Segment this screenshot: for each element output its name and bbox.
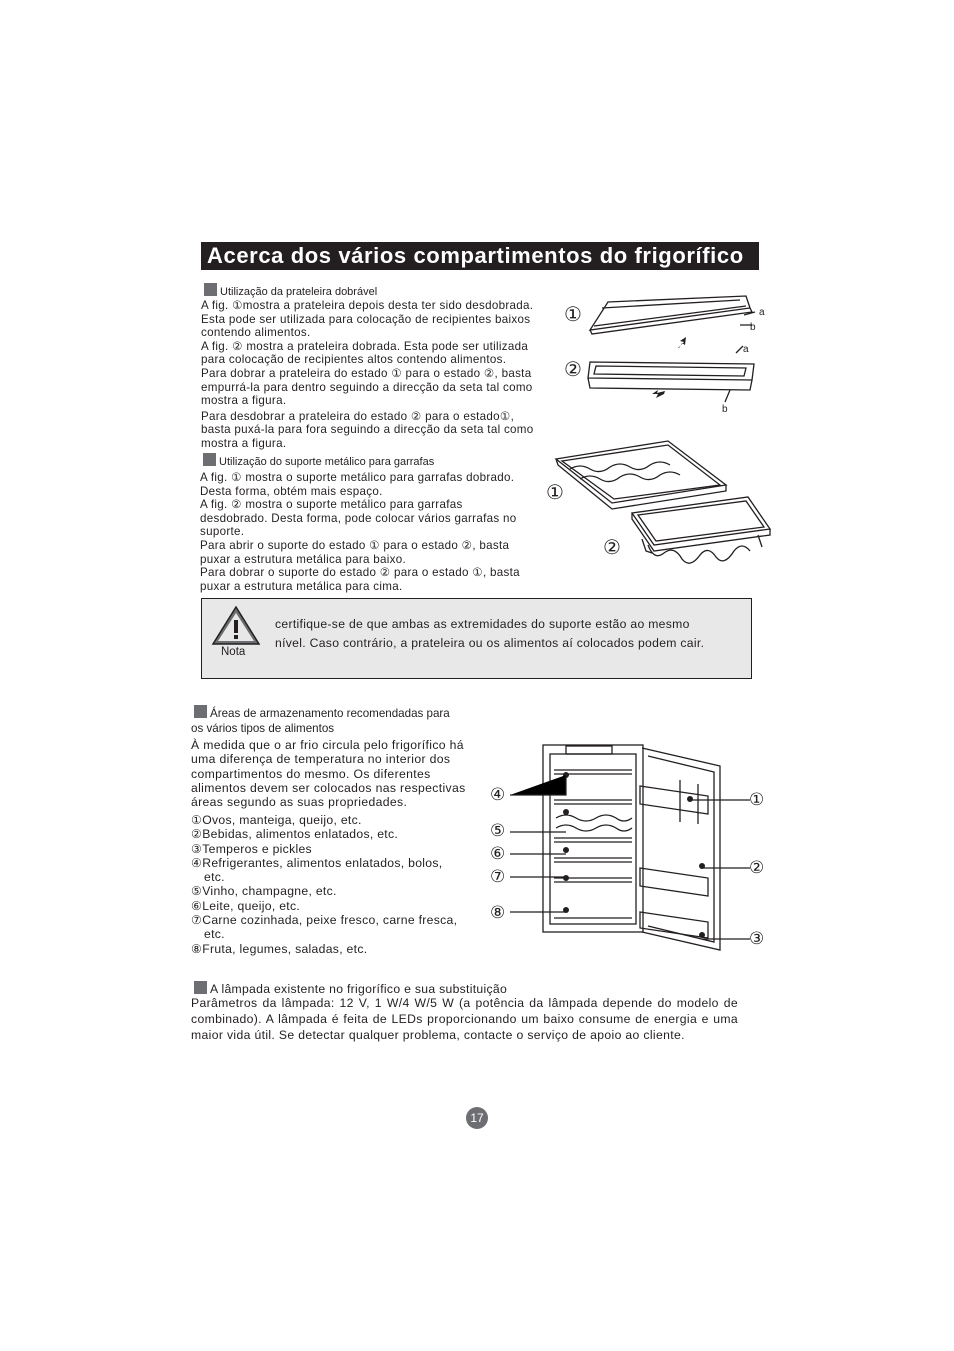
callout-8: ⑧ (490, 903, 506, 923)
storage-heading-text: Áreas de armazenamento recomendadas para (210, 707, 450, 720)
fig-label: b (750, 322, 756, 333)
page-number: 17 (466, 1107, 488, 1129)
text-line: contendo alimentos. (201, 326, 311, 340)
list-item: ⑤Vinho, champagne, etc. (191, 884, 337, 899)
list-item: ④Refrigerantes, alimentos enlatados, bolos, (191, 855, 443, 870)
callout-1: ① (749, 790, 765, 810)
storage-intro (191, 738, 466, 809)
note-line: certifique-se de que ambas as extremidades do suporte estão ao mesmo (275, 617, 690, 631)
lamp-text: Parâmetros da lâmpada: 12 V, 1 W/4 W/5 W (a potência da lâmpada depende do modelo de combinado). A lâmpada é feita de LEDs proporcionando um baixo consume de energia e uma maior vida útil. Se detectar qualquer problema, contacte o serviço de apoio ao cliente. (191, 996, 738, 1042)
callout-6: ⑥ (490, 844, 506, 864)
note-line: nível. Caso contrário, a prateleira ou os alimentos aí colocados podem cair. (275, 636, 705, 650)
page-title: Acerca dos vários compartimentos do frigorífico (207, 243, 744, 268)
text-line: Para desdobrar a prateleira do estado ② para o estado①, (201, 409, 515, 423)
section-heading-shelf (204, 283, 377, 298)
text-line: para colocação de recipientes altos contendo alimentos. (201, 353, 507, 367)
folding-shelf-figure (560, 290, 780, 420)
text-line: A fig. ①mostra a prateleira depois desta ter sido desdobrada. (201, 299, 534, 312)
section-heading-lamp (194, 981, 507, 996)
storage-list (191, 813, 457, 956)
note-text (275, 615, 704, 653)
storage-heading-text: os vários tipos de alimentos (191, 722, 335, 735)
text-line: Esta pode ser utilizada para colocação de recipientes baixos (201, 312, 531, 326)
text-line: suporte. (200, 525, 245, 539)
text-line: À medida que o ar frio circula pelo frigorífico há (191, 738, 464, 752)
text-line: Para dobrar o suporte do estado ② para o estado ①, basta (200, 566, 520, 580)
fridge-diagram (490, 740, 770, 955)
list-item: ③Temperos e pickles (191, 841, 312, 856)
text-line: puxar a estrutura metálica para cima. (200, 579, 403, 593)
list-item: ⑧Fruta, legumes, saladas, etc. (191, 941, 368, 956)
lamp-heading-text: A lâmpada existente no frigorífico e sua substituição (210, 982, 508, 996)
warning-triangle-icon (210, 604, 262, 646)
text-line: uma diferença de temperatura no interior dos (191, 752, 451, 767)
text-line: empurrá-la para dentro seguindo a direcção da seta tal como (201, 380, 533, 394)
bottle-rack-figure (550, 435, 780, 590)
text-line: A fig. ② mostra a prateleira dobrada. Esta pode ser utilizada (201, 339, 529, 353)
list-item: etc. (204, 927, 225, 942)
list-item: etc. (204, 870, 225, 885)
fig-marker-2: ② (564, 357, 582, 381)
square-bullet-icon (194, 981, 207, 994)
text-line: Para abrir o suporte do estado ① para o estado ②, basta (200, 538, 510, 552)
callout-2: ② (749, 858, 765, 878)
fig-label: b (722, 404, 728, 415)
section-heading-bottle-rack (203, 453, 434, 468)
square-bullet-icon (204, 283, 217, 296)
shelf-heading-text: Utilização da prateleira dobrável (220, 286, 378, 298)
text-line: alimentos devem ser colocados nas respectivas (191, 780, 466, 795)
list-item: ⑥Leite, queijo, etc. (191, 898, 301, 913)
callout-5: ⑤ (490, 821, 506, 841)
callout-4: ④ (490, 785, 506, 805)
list-item: ①Ovos, manteiga, queijo, etc. (191, 813, 362, 827)
text-line: mostra a figura. (201, 394, 287, 408)
list-item: ②Bebidas, alimentos enlatados, etc. (191, 827, 399, 842)
text-line: Para dobrar a prateleira do estado ① para o estado ②, basta (201, 366, 532, 380)
fig-marker-2: ② (603, 535, 621, 559)
text-line: áreas segundo as suas propriedades. (191, 795, 408, 810)
text-line: A fig. ② mostra o suporte metálico para garrafas (200, 498, 463, 512)
shelf-paragraph (201, 299, 534, 451)
text-line: puxar a estrutura metálica para baixo. (200, 552, 407, 566)
text-line: Desta forma, obtém mais espaço. (200, 484, 383, 498)
text-line: basta puxá-la para fora seguindo a direcção da seta tal como (201, 423, 534, 437)
square-bullet-icon (194, 705, 207, 718)
note-label: Nota (221, 646, 246, 658)
text-line: desdobrado. Desta forma, pode colocar vários garrafas no (200, 511, 517, 525)
page-title-bar (201, 242, 759, 270)
bottle-paragraph (200, 471, 520, 593)
lamp-paragraph (191, 995, 738, 1043)
text-line: A fig. ① mostra o suporte metálico para garrafas dobrado. (200, 471, 515, 484)
text-line: compartimentos do mesmo. Os diferentes (191, 766, 431, 781)
fig-marker-1: ① (546, 480, 564, 504)
fig-label: a (743, 344, 749, 355)
text-line: mostra a figura. (201, 436, 287, 450)
fig-label: a (759, 307, 765, 318)
square-bullet-icon (203, 453, 216, 466)
callout-7: ⑦ (490, 867, 506, 887)
bottle-heading-text: Utilização do suporte metálico para garrafas (219, 456, 435, 468)
section-heading-storage (191, 705, 450, 736)
callout-3: ③ (749, 929, 765, 949)
fig-marker-1: ① (564, 302, 582, 326)
list-item: ⑦Carne cozinhada, peixe fresco, carne fresca, (191, 913, 458, 928)
